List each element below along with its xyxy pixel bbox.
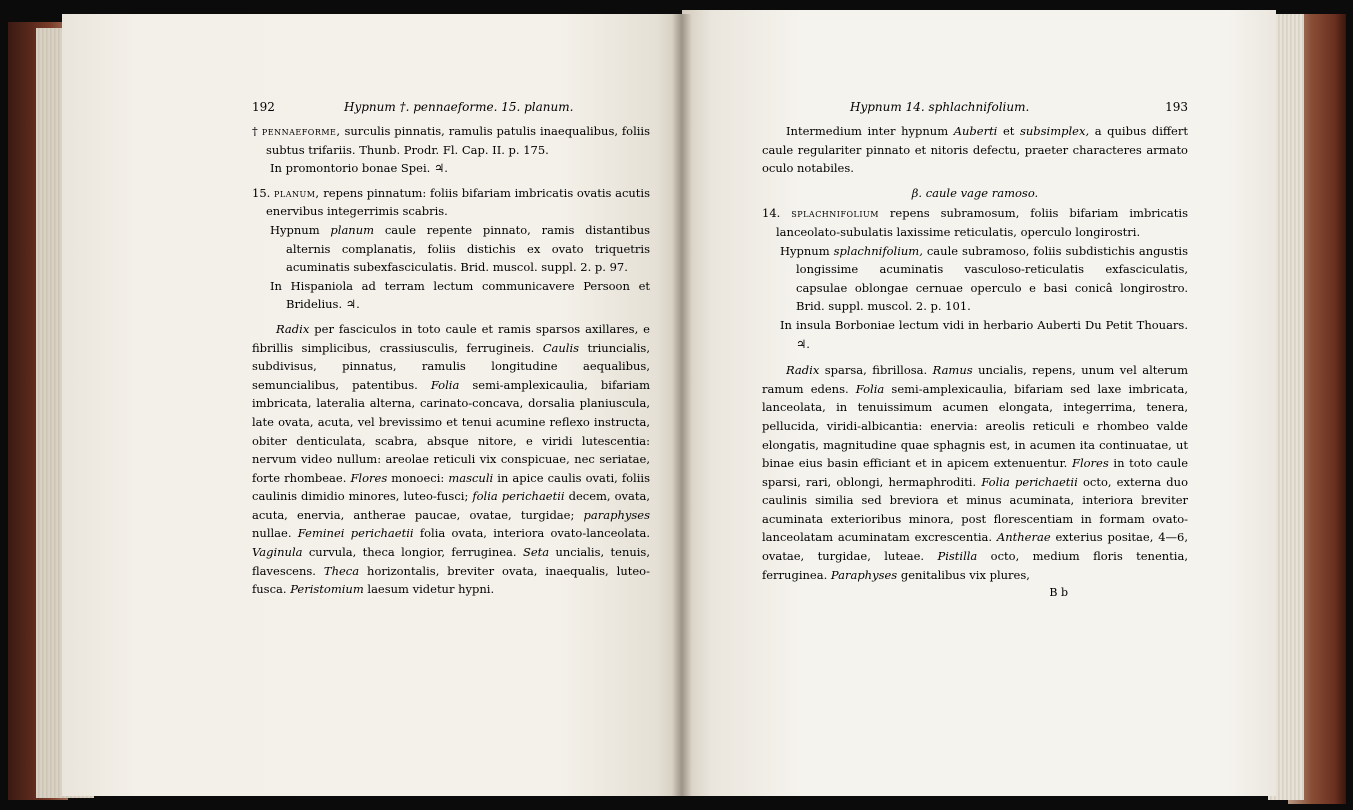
desc-text: per fasciculos in toto caule et ramis sparsos axillares, e fibrillis simplicibus, crassiusculis, ferrugineis.: [252, 321, 650, 355]
term: Folia: [855, 381, 885, 396]
desc-text: octo, medium floris tenentia, ferruginea.: [762, 549, 1188, 582]
desc-text: uncialis, repens, unum vel alterum ramum edens.: [762, 363, 1188, 396]
left-text-column: [252, 98, 650, 599]
entry-text: surculis pinnatis, ramulis patulis inaequalibus, foliis subtus trifariis. Thunb. Prodr. Fl. Cap. II. p. 175.: [266, 124, 651, 157]
right-page-number: 193: [1165, 100, 1188, 114]
desc-text: nullae.: [252, 526, 298, 541]
desc-text: octo, externa duo caulinis similia sed breviora et minus acuminata, interiora breviter acuminata exterioribus minora, post florescentiam in formam ovato-lanceolatam acuminatam excrescentia.: [762, 474, 1188, 545]
left-running-title: Hypnum †. pennaeforme. 15. planum.: [344, 100, 574, 114]
term: Folia: [430, 377, 460, 392]
term: Theca: [323, 563, 360, 578]
species-name: pennaeforme,: [261, 124, 341, 138]
book-gutter: [672, 14, 692, 796]
desc-text: genitalibus vix plures,: [897, 567, 1030, 582]
term: paraphyses: [583, 507, 650, 522]
term: Paraphyses: [830, 567, 898, 582]
desc-text: in toto caule sparsi, rari, oblongi, hermaphroditi.: [762, 456, 1188, 489]
synonym-text: caule repente pinnato, ramis distantibus alternis complanatis, foliis distichis ex ovato triquetris acuminatis subexfasciculatis. Brid. muscol. suppl. 2. p. 97.: [286, 222, 651, 275]
term: folia perichaetii: [472, 489, 565, 504]
synonym-epithet: planum: [330, 222, 375, 237]
desc-text: monoeci:: [387, 470, 449, 485]
right-running-title: Hypnum 14. sphlachnifolium.: [850, 100, 1030, 114]
desc-text: horizontalis, breviter ovata, inaequalis, luteo-fusca.: [252, 563, 650, 597]
locality: In insula Borboniae lectum vidi in herbario Auberti Du Petit Thouars. ♃.: [780, 317, 1188, 351]
left-page-header: [252, 98, 650, 118]
desc-text: a quibus differt caule regulariter pinnato et nitoris defectu, praeter characteres armato oculo notabiles.: [762, 124, 1188, 176]
term: Auberti: [953, 124, 998, 138]
desc-text: sparsa, fibrillosa.: [819, 363, 933, 378]
desc-text: folia ovata, interiora ovato-lanceolata.: [413, 526, 650, 541]
desc-text: et: [997, 124, 1020, 138]
term: Ramus: [932, 363, 973, 378]
entry-mark: †: [252, 124, 262, 138]
right-text-column: [762, 98, 1188, 603]
entry-planum: [252, 184, 650, 221]
left-page-number: 192: [252, 100, 275, 114]
desc-text: in apice caulis ovati, foliis caulinis dimidio minores, luteo-fusci;: [252, 470, 650, 504]
entry-number: 15.: [252, 185, 274, 200]
term: Peristomium: [290, 582, 364, 597]
term: Antherae: [996, 530, 1051, 545]
entry-pennaeforme: [252, 122, 650, 159]
synonym-epithet: splachnifolium,: [833, 243, 923, 258]
species-name: splachnifolium: [791, 206, 879, 221]
term: Seta: [522, 545, 550, 560]
term: Caulis: [542, 340, 580, 355]
locality: In promontorio bonae Spei. ♃.: [270, 161, 448, 176]
entry-splachnifolium: [762, 204, 1188, 241]
desc-text: exterius positae, 4—6, ovatae, turgidae, luteae.: [762, 530, 1188, 564]
right-page-header: [762, 98, 1188, 118]
species-name: planum,: [274, 185, 320, 200]
term: Feminei perichaetii: [297, 526, 414, 541]
desc-text: triuncialis, subdivisus, pinnatus, ramulis longitudine aequalibus, semuncialibus, patentibus.: [252, 340, 650, 392]
intro-paragraph: [762, 122, 1188, 178]
entry-text: repens pinnatum: foliis bifariam imbricatis ovatis acutis enervibus integerrimis scabris.: [266, 185, 651, 219]
term: Pistilla: [937, 549, 978, 564]
synonym-genus: Hypnum: [270, 222, 331, 237]
term: Radix: [276, 321, 310, 336]
description-paragraph: [252, 320, 650, 599]
synonym-text: caule subramoso, foliis subdistichis angustis longissime acuminatis vasculoso-reticulatis exfasciculatis, capsulae oblongae cernuae operculo e basi conicâ longirostro. Brid. suppl. muscol. 2. p. 101.: [796, 243, 1188, 314]
entry-number: 14.: [762, 206, 792, 221]
synonym: [252, 221, 650, 277]
entry-text: repens subramosum, foliis bifariam imbricatis lanceolato-subulatis laxissime reticulatis, operculo longirostri.: [776, 206, 1188, 239]
locality: In Hispaniola ad terram lectum communicavere Persoon et Bridelius. ♃.: [270, 278, 650, 312]
synonym: [762, 242, 1188, 316]
desc-text: curvula, theca longior, ferruginea.: [302, 545, 523, 560]
desc-text: Intermedium inter hypnum: [786, 124, 954, 138]
desc-text: semi-amplexicaulia, bifariam sed laxe imbricata, lanceolata, in tenuissimum acumen elongata, integerrima, tenera, pellucida, viridi-albicantia: enervia: areolis reticuli e rhombeo valde elongatis, magnitudine quae sphagnis est, in acumen ita continuatae, ut binae eius basin efficiant et in apicem extenuentur.: [762, 381, 1188, 471]
desc-text: semi-amplexicaulia, bifariam imbricata, lateralia alterna, carinato-concava, dorsalia planiuscula, late ovata, acuta, vel brevissimo et tenui acumine reflexo instructa, obiter denticulata, scabra, absque nitore, e viridi lutescentia: nervum video nullum: areolae reticuli vix conspicuae, nec seriatae, forte rhombeae.: [252, 377, 650, 485]
term: Flores: [350, 470, 388, 485]
desc-text: uncialis, tenuis, flavescens.: [252, 545, 650, 578]
term: masculi: [448, 470, 494, 485]
term: Radix: [786, 363, 820, 378]
desc-text: laesum videtur hypni.: [363, 582, 495, 597]
term: Folia perichaetii: [981, 474, 1078, 489]
signature-mark: B b: [1049, 586, 1068, 600]
term: Flores: [1071, 456, 1109, 471]
term: subsimplex,: [1019, 124, 1090, 138]
description-paragraph: [762, 361, 1188, 584]
variety-line: β. caule vage ramoso.: [911, 185, 1039, 200]
term: Vaginula: [252, 545, 303, 560]
synonym-genus: Hypnum: [780, 243, 834, 258]
desc-text: decem, ovata, acuta, enervia, antherae paucae, ovatae, turgidae;: [252, 489, 650, 522]
